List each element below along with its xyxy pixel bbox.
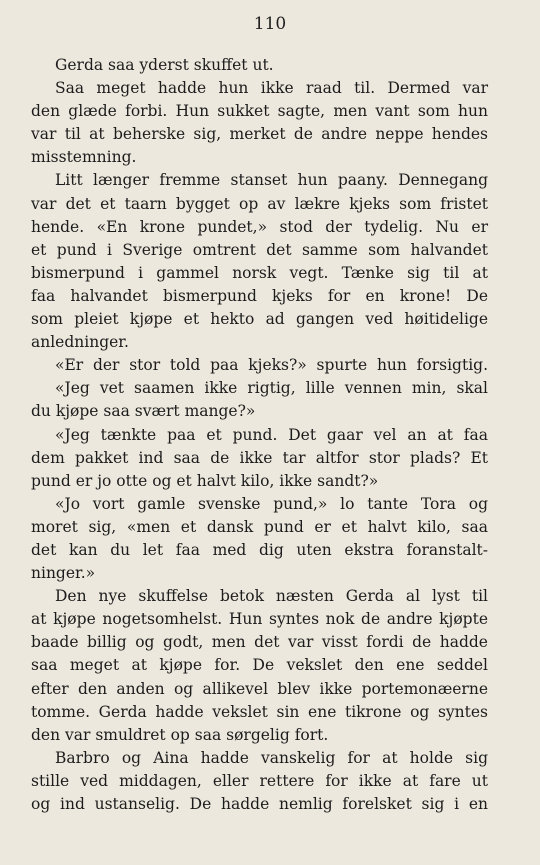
- text-line: stille ved middagen, eller rettere for ikke at fare ut: [31, 771, 488, 790]
- page-number: 110: [253, 14, 287, 34]
- text-line: den var smuldret op saa sørgelig fort.: [31, 725, 329, 744]
- text-line: hende. «En krone pundet,» stod der tydelig. Nu er: [31, 217, 488, 236]
- paragraph: [31, 424, 488, 493]
- text-line: tomme. Gerda hadde vekslet sin ene tikrone og syntes: [31, 702, 488, 721]
- text-line: ninger.»: [31, 564, 96, 583]
- paragraph: [31, 77, 488, 169]
- text-line: pund er jo otte og et halvt kilo, ikke sandt?»: [31, 471, 379, 490]
- text-line: «Er der stor told paa kjeks?» spurte hun forsigtig.: [55, 356, 488, 375]
- text-line: efter den anden og allikevel blev ikke portemonæerne: [31, 679, 488, 698]
- paragraph: [31, 493, 488, 585]
- text-line: «Jeg vet saamen ikke rigtig, lille vennen min, skal: [55, 379, 488, 398]
- paragraph: [31, 169, 488, 354]
- body-text: [31, 54, 488, 816]
- text-line: moret sig, «men et dansk pund er et halvt kilo, saa: [31, 517, 488, 536]
- text-line: dem pakket ind saa de ikke tar altfor stor plads? Et: [31, 448, 488, 467]
- text-line: et pund i Sverige omtrent det samme som halvandet: [31, 240, 488, 259]
- text-line: Litt længer fremme stanset hun paany. Dennegang: [55, 171, 488, 190]
- text-line: Saa meget hadde hun ikke raad til. Dermed var: [55, 79, 488, 98]
- text-line: Gerda saa yderst skuffet ut.: [55, 56, 274, 74]
- text-line: som pleiet kjøpe et hekto ad gangen ved høitidelige: [31, 310, 488, 329]
- paragraph: [31, 585, 488, 747]
- paragraph: [31, 354, 488, 377]
- text-line: misstemning.: [31, 148, 137, 167]
- text-line: bismerpund i gammel norsk vegt. Tænke sig til at: [31, 263, 488, 282]
- text-line: faa halvandet bismerpund kjeks for en krone! De: [31, 286, 488, 305]
- paragraph: [31, 54, 488, 77]
- text-line: anledninger.: [31, 333, 129, 352]
- paragraph: [31, 747, 488, 816]
- text-line: saa meget at kjøpe for. De vekslet den ene seddel: [31, 656, 488, 675]
- text-line: «Jeg tænkte paa et pund. Det gaar vel an at faa: [55, 425, 488, 444]
- text-line: Den nye skuffelse betok næsten Gerda al lyst til: [55, 587, 488, 606]
- text-line: at kjøpe nogetsomhelst. Hun syntes nok de andre kjøpte: [31, 610, 488, 629]
- text-line: «Jo vort gamle svenske pund,» lo tante Tora og: [55, 494, 488, 513]
- text-line: var det et taarn bygget op av lækre kjeks som fristet: [31, 194, 488, 213]
- text-line: du kjøpe saa svært mange?»: [31, 402, 256, 421]
- text-line: baade billig og godt, men det var visst fordi de hadde: [31, 633, 488, 652]
- text-line: og ind ustanselig. De hadde nemlig forelsket sig i en: [31, 795, 488, 813]
- text-line: det kan du let faa med dig uten ekstra foranstalt-: [31, 540, 488, 559]
- text-line: Barbro og Aina hadde vanskelig for at holde sig: [55, 748, 488, 767]
- paragraph: [31, 377, 488, 423]
- text-line: var til at beherske sig, merket de andre neppe hendes: [31, 125, 488, 144]
- text-line: den glæde forbi. Hun sukket sagte, men vant som hun: [31, 102, 488, 121]
